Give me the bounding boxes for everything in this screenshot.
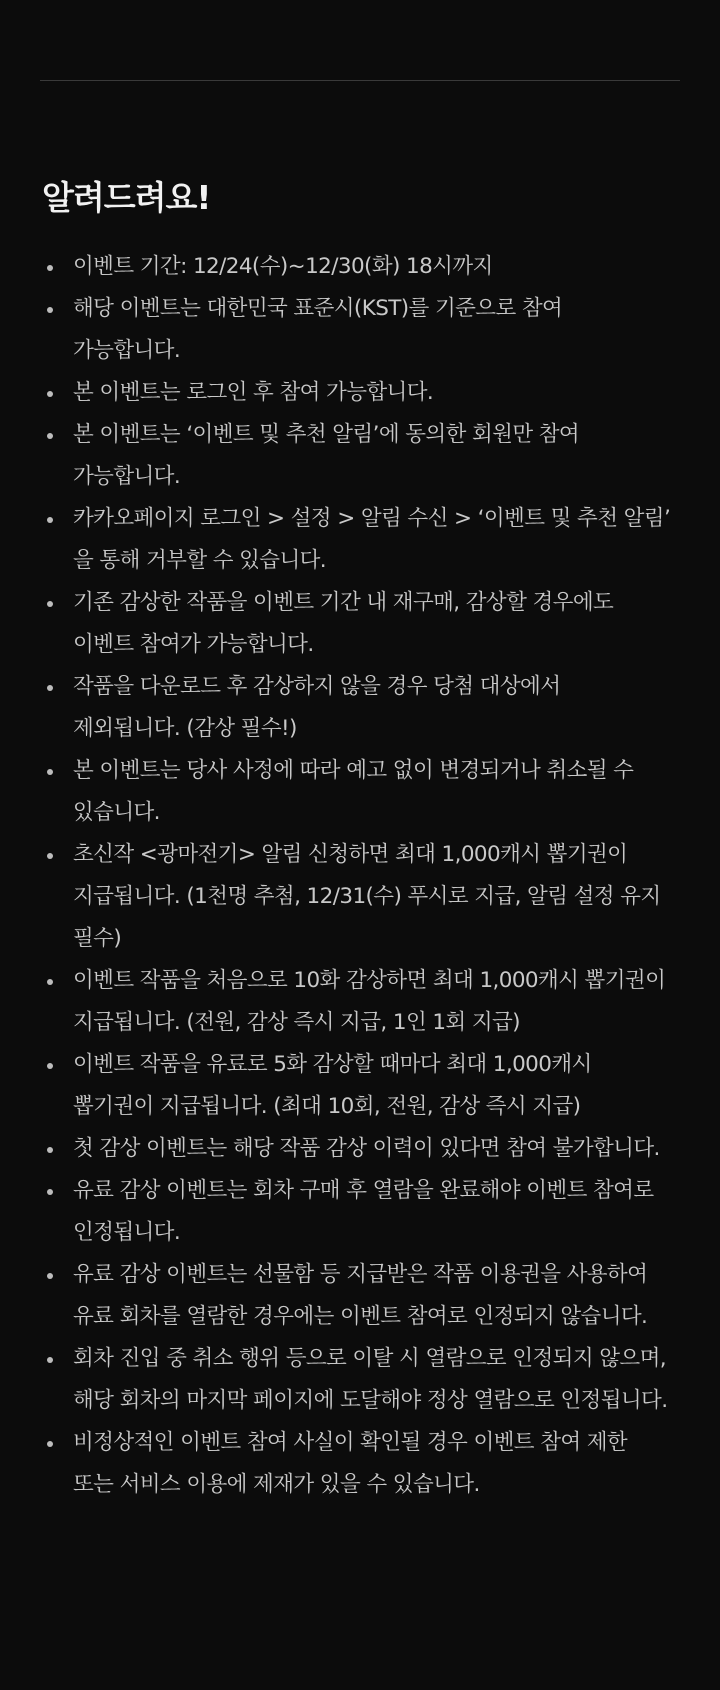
notice-item-text: 인정됩니다. <box>73 1220 181 1245</box>
notice-item-text: 카카오페이지 로그인 > 설정 > 알림 수신 > ‘이벤트 및 추천 알림’ <box>73 506 671 531</box>
notice-item-text: 작품을 다운로드 후 감상하지 않을 경우 당첨 대상에서 <box>73 674 561 699</box>
notice-item <box>40 1422 680 1506</box>
notice-item <box>40 666 680 750</box>
notice-item <box>40 414 680 498</box>
notice-item-text: 초신작 <광마전기> 알림 신청하면 최대 1,000캐시 뽑기권이 <box>73 842 628 867</box>
notice-item-text: 지급됩니다. (1천명 추첨, 12/31(수) 푸시로 지급, 알림 설정 유지 <box>73 884 661 909</box>
bullet-icon <box>47 517 53 523</box>
bullet-icon <box>47 1063 53 1069</box>
bullet-icon <box>47 1273 53 1279</box>
notice-item-text: 필수) <box>73 926 122 951</box>
notice-item <box>40 750 680 834</box>
section-divider <box>40 80 680 81</box>
notice-item-text: 유료 감상 이벤트는 회차 구매 후 열람을 완료해야 이벤트 참여로 <box>73 1178 654 1203</box>
notice-item-text: 이벤트 작품을 유료로 5화 감상할 때마다 최대 1,000캐시 <box>73 1052 592 1077</box>
notice-item <box>40 1044 680 1128</box>
notice-item <box>40 246 680 288</box>
bullet-icon <box>47 1441 53 1447</box>
notice-item-text: 유료 회차를 열람한 경우에는 이벤트 참여로 인정되지 않습니다. <box>73 1304 648 1329</box>
notice-list <box>40 246 680 1506</box>
notice-item-text: 유료 감상 이벤트는 선물함 등 지급받은 작품 이용권을 사용하여 <box>73 1262 648 1287</box>
notice-item <box>40 834 680 960</box>
notice-item <box>40 1254 680 1338</box>
notice-title: 알려드려요! <box>42 178 211 217</box>
bullet-icon <box>47 1357 53 1363</box>
notice-item-text: 제외됩니다. (감상 필수!) <box>73 716 297 741</box>
bullet-icon <box>47 601 53 607</box>
notice-item <box>40 372 680 414</box>
bullet-icon <box>47 1189 53 1195</box>
notice-item <box>40 1128 680 1170</box>
notice-item-text: 본 이벤트는 당사 사정에 따라 예고 없이 변경되거나 취소될 수 <box>73 758 634 783</box>
bullet-icon <box>47 979 53 985</box>
notice-item-text: 뽑기권이 지급됩니다. (최대 10회, 전원, 감상 즉시 지급) <box>73 1094 581 1119</box>
notice-item <box>40 288 680 372</box>
bullet-icon <box>47 307 53 313</box>
notice-item-text: 해당 이벤트는 대한민국 표준시(KST)를 기준으로 참여 <box>73 296 563 321</box>
notice-item-text: 이벤트 작품을 처음으로 10화 감상하면 최대 1,000캐시 뽑기권이 <box>73 968 666 993</box>
notice-item-text: 또는 서비스 이용에 제재가 있을 수 있습니다. <box>73 1472 480 1497</box>
notice-item-text: 있습니다. <box>73 800 160 825</box>
notice-section <box>40 176 680 1506</box>
notice-item-text: 이벤트 기간: 12/24(수)~12/30(화) 18시까지 <box>73 254 493 279</box>
bullet-icon <box>47 853 53 859</box>
notice-item-text: 본 이벤트는 ‘이벤트 및 추천 알림’에 동의한 회원만 참여 <box>73 422 580 447</box>
bullet-icon <box>47 685 53 691</box>
notice-item-text: 가능합니다. <box>73 338 181 363</box>
notice-item-text: 을 통해 거부할 수 있습니다. <box>73 548 327 573</box>
bullet-icon <box>47 391 53 397</box>
notice-item <box>40 582 680 666</box>
bullet-icon <box>47 265 53 271</box>
bullet-icon <box>47 433 53 439</box>
notice-item <box>40 1338 680 1422</box>
notice-item-text: 회차 진입 중 취소 행위 등으로 이탈 시 열람으로 인정되지 않으며, <box>73 1346 666 1371</box>
notice-item <box>40 498 680 582</box>
bullet-icon <box>47 1147 53 1153</box>
notice-item-text: 기존 감상한 작품을 이벤트 기간 내 재구매, 감상할 경우에도 <box>73 590 614 615</box>
notice-item-text: 해당 회차의 마지막 페이지에 도달해야 정상 열람으로 인정됩니다. <box>73 1388 668 1413</box>
notice-item-text: 가능합니다. <box>73 464 181 489</box>
notice-item-text: 지급됩니다. (전원, 감상 즉시 지급, 1인 1회 지급) <box>73 1010 520 1035</box>
notice-item <box>40 1170 680 1254</box>
notice-item-text: 비정상적인 이벤트 참여 사실이 확인될 경우 이벤트 참여 제한 <box>73 1430 628 1455</box>
bullet-icon <box>47 769 53 775</box>
notice-item-text: 본 이벤트는 로그인 후 참여 가능합니다. <box>73 380 434 405</box>
notice-item-text: 첫 감상 이벤트는 해당 작품 감상 이력이 있다면 참여 불가합니다. <box>73 1136 660 1161</box>
notice-item-text: 이벤트 참여가 가능합니다. <box>73 632 314 657</box>
notice-item <box>40 960 680 1044</box>
